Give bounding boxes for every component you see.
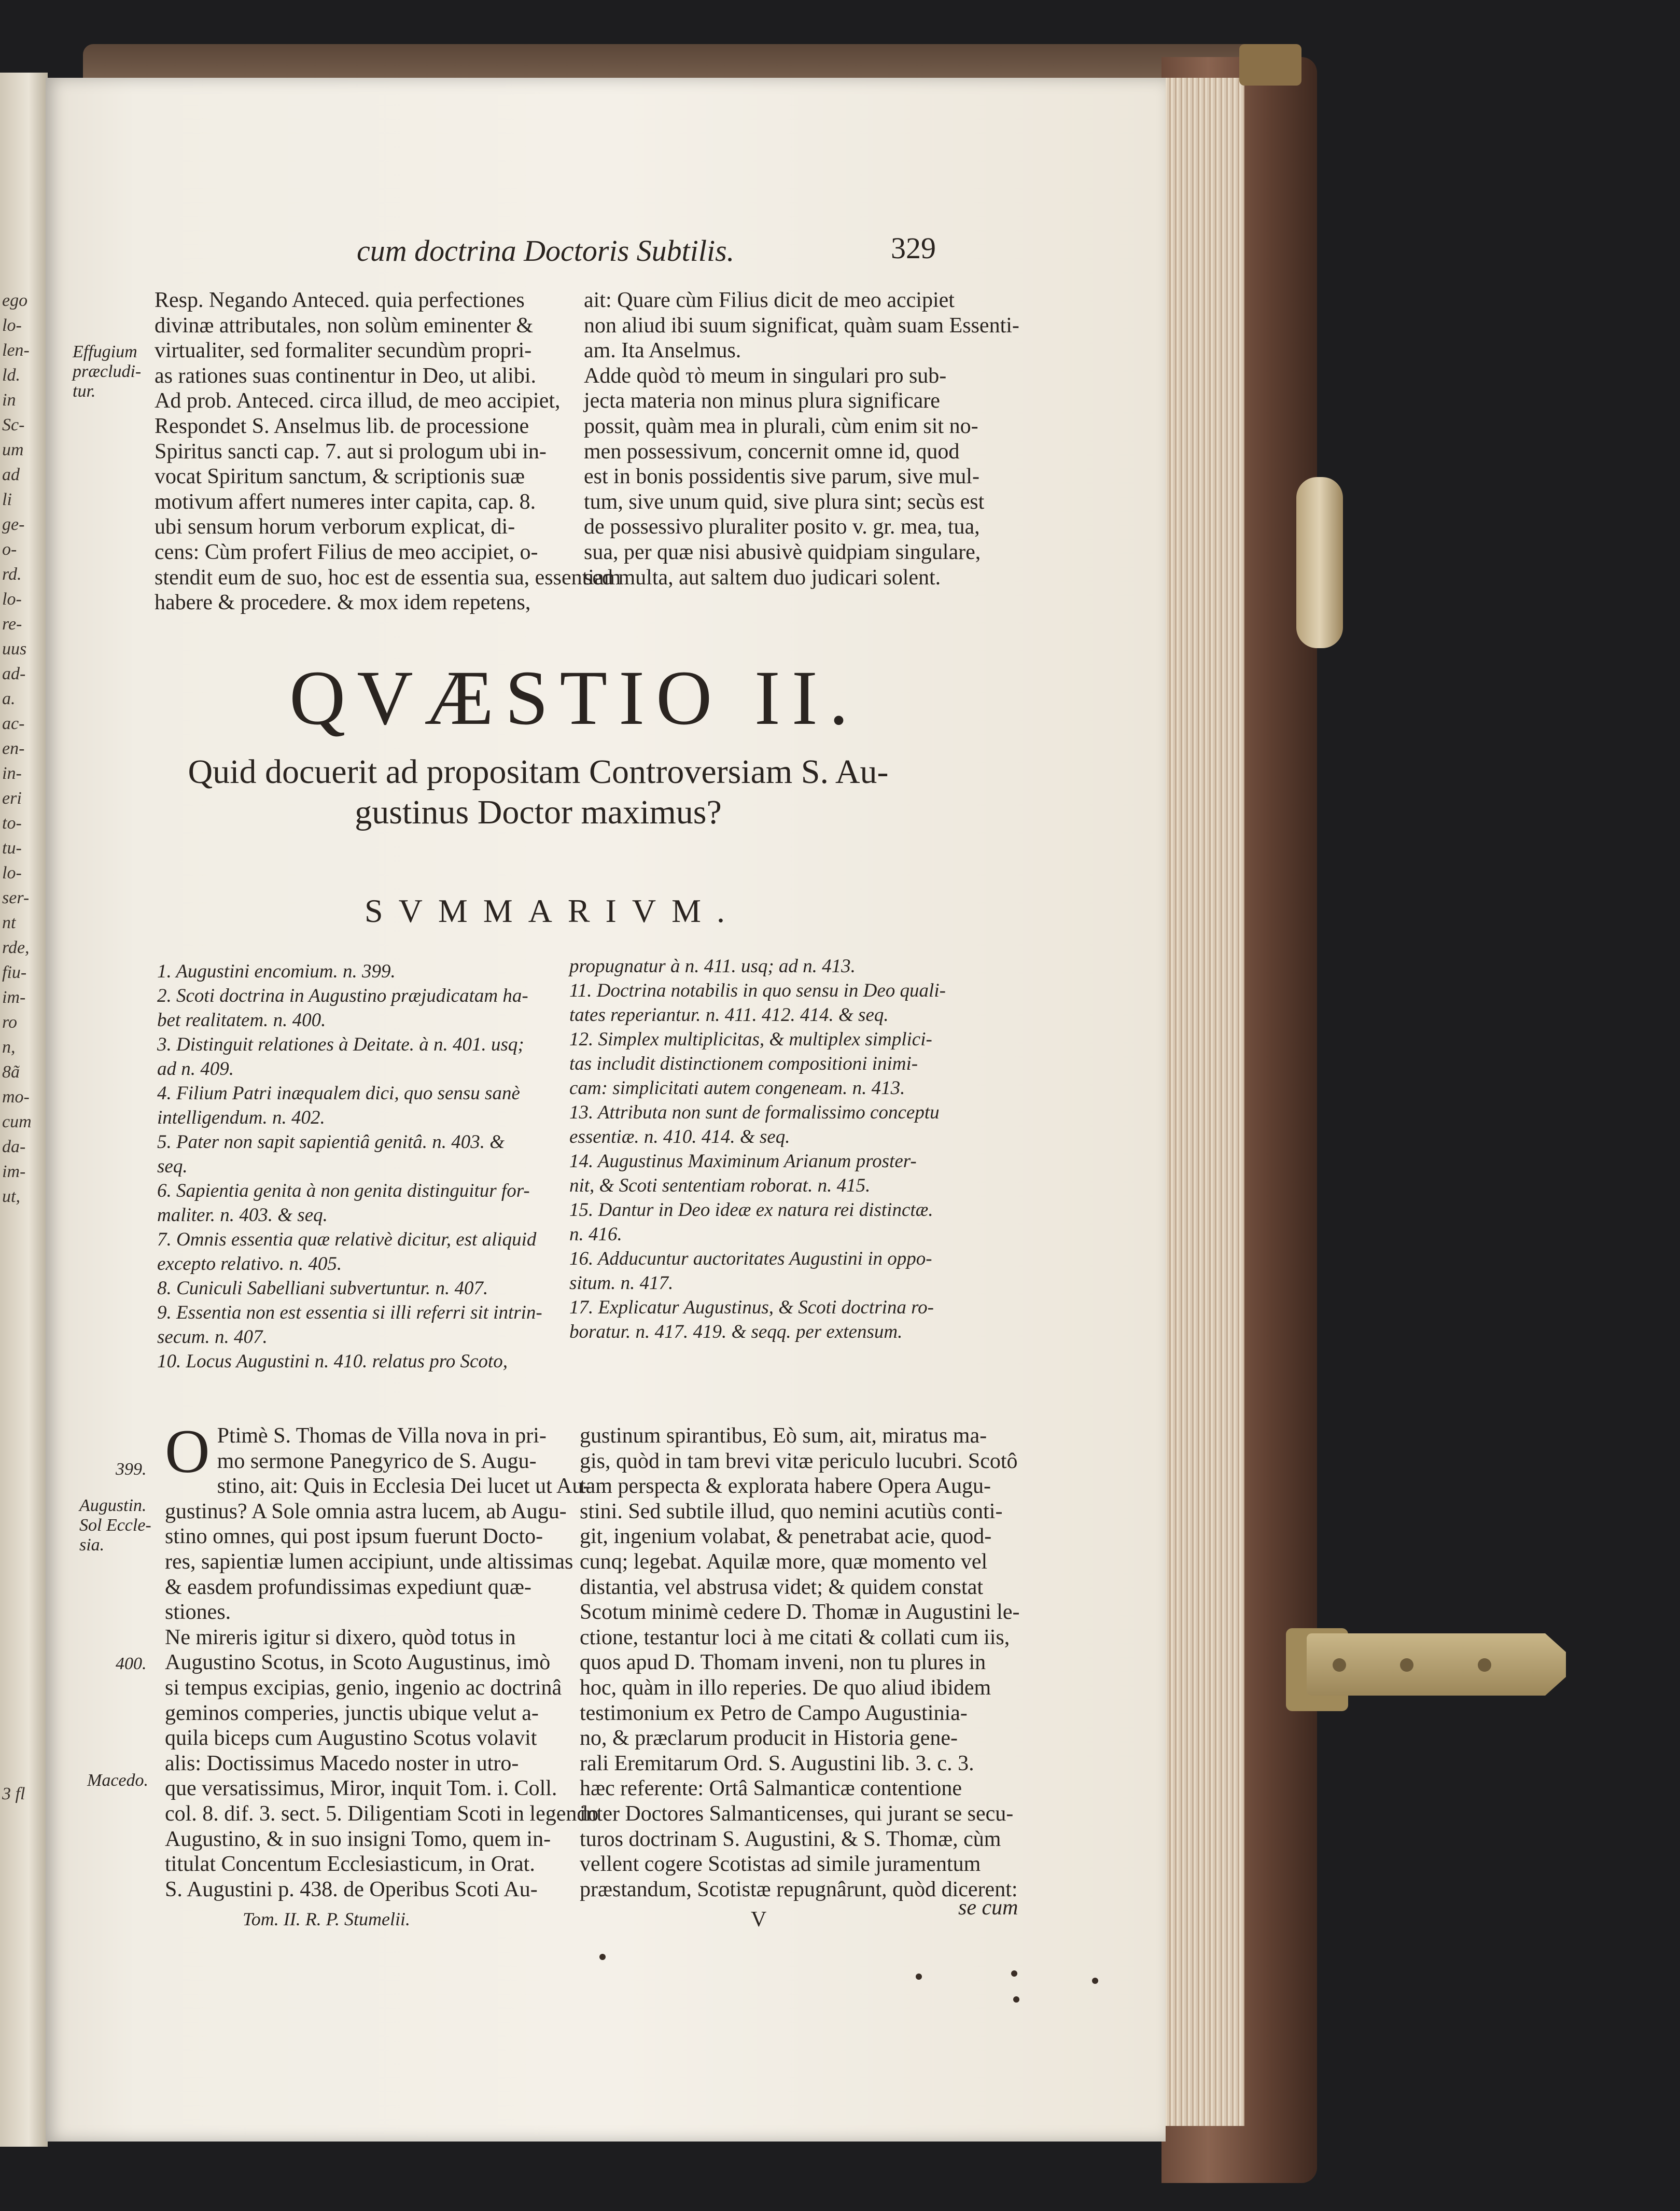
text-line: que versatissimus, Miror, inquit Tom. i. Coll. <box>165 1776 557 1801</box>
left-page-fragment-text: o- <box>2 540 17 559</box>
left-page-fragment-text: lo- <box>2 316 22 335</box>
text-line: tas includit distinctionem compositioni inimi- <box>569 1053 918 1074</box>
left-page-fragment-text: rde, <box>2 938 30 957</box>
text-line: stendit eum de suo, hoc est de essentia sua, essentiam <box>155 565 621 590</box>
text-line: possit, quàm mea in plurali, cùm enim sit no- <box>584 414 978 438</box>
left-page-fragment-text: mo- <box>2 1087 30 1107</box>
text-line: tum, sive unum quid, sive plura sint; secùs est <box>584 489 985 514</box>
text-line: 2. Scoti doctrina in Augustino præjudicatam ha- <box>157 985 528 1006</box>
left-page-fragment-text: len- <box>2 341 30 360</box>
margin-note-400: 400. <box>116 1654 147 1673</box>
text-line: Respondet S. Anselmus lib. de processione <box>155 414 529 438</box>
ink-speck <box>916 1974 922 1980</box>
text-line: habere & procedere. & mox idem repetens, <box>155 591 531 615</box>
left-page-fragment-text: re- <box>2 614 22 634</box>
text-line: 15. Dantur in Deo ideæ ex natura rei distinctæ. <box>569 1199 933 1221</box>
left-page-fragment-text: ad- <box>2 664 26 683</box>
text-line: git, ingenium volabat, & penetrabat acie, quod- <box>580 1524 992 1549</box>
left-page-fragment-text: da- <box>2 1137 26 1156</box>
text-line: 13. Attributa non sunt de formalissimo conceptu <box>569 1102 940 1123</box>
clasp-remnant <box>1296 477 1343 648</box>
left-page-fragment-text: ro <box>2 1013 17 1032</box>
text-line: gustinum spirantibus, Eò sum, ait, miratus ma- <box>580 1424 987 1448</box>
text-line: sua, per quæ nisi abusivè quidpiam singulare, <box>584 540 981 564</box>
left-page-fragment-text: uus <box>2 639 27 659</box>
text-line: gustinus? A Sole omnia astra lucem, ab Augu- <box>165 1499 567 1523</box>
text-line: 14. Augustinus Maximinum Arianum proster- <box>569 1151 917 1172</box>
text-line: gis, quòd in tam brevi vitæ periculo lucubri. Scotô <box>580 1449 1018 1473</box>
text-line: stino omnes, qui post ipsum fuerunt Docto- <box>165 1524 543 1549</box>
text-line: hoc, quàm in illo reperies. De quo aliud ibidem <box>580 1675 991 1700</box>
text-line: sed multa, aut saltem duo judicari solent. <box>584 565 941 590</box>
ink-speck <box>1013 1996 1019 2003</box>
text-line: geminos comperies, junctis ubique velut a- <box>165 1701 539 1725</box>
text-line: 7. Omnis essentia quæ relativè dicitur, est aliquid <box>157 1229 537 1250</box>
text-line: propugnatur à n. 411. usq; ad n. 413. <box>569 956 856 977</box>
text-line: Augustino Scotus, in Scoto Augustinus, imò <box>165 1650 551 1675</box>
catchword: se cum <box>958 1896 1018 1920</box>
text-line: situm. n. 417. <box>569 1272 674 1294</box>
rivet <box>1478 1658 1491 1672</box>
text-line: 1. Augustini encomium. n. 399. <box>157 961 396 982</box>
text-line: cam: simplicitati autem congeneam. n. 413. <box>569 1077 905 1099</box>
left-page-fragment-text: lo- <box>2 863 22 883</box>
text-line: tates reperiantur. n. 411. 412. 414. & seq. <box>569 1004 889 1026</box>
text-line: 16. Adducuntur auctoritates Augustini in oppo- <box>569 1248 932 1269</box>
left-page-fragment-text: Sc- <box>2 415 25 435</box>
text-line: n. 416. <box>569 1224 622 1245</box>
text-line: nit, & Scoti sententiam roborat. n. 415. <box>569 1175 871 1196</box>
text-line: Ptimè S. Thomas de Villa nova in pri- <box>217 1424 547 1448</box>
text-line: ait: Quare cùm Filius dicit de meo accipiet <box>584 288 955 312</box>
left-page-fragment-text: lo- <box>2 590 22 609</box>
text-line: ubi sensum horum verborum explicat, di- <box>155 515 515 539</box>
text-line: bet realitatem. n. 400. <box>157 1010 326 1031</box>
left-page-fragment-text: ut, <box>2 1187 20 1206</box>
text-line: maliter. n. 403. & seq. <box>157 1205 328 1226</box>
text-line: cunq; legebat. Aquilæ more, quæ momento vel <box>580 1549 988 1574</box>
left-page-fragment-text: to- <box>2 814 22 833</box>
text-line: mo sermone Panegyrico de S. Augu- <box>217 1449 537 1473</box>
left-page-fragment-text: in- <box>2 764 22 783</box>
text-line: ad n. 409. <box>157 1058 234 1080</box>
text-line: essentiæ. n. 410. 414. & seq. <box>569 1126 790 1148</box>
left-page-fragment-number: 3 fl <box>2 1784 25 1803</box>
text-line: 3. Distinguit relationes à Deitate. à n. 401. usq; <box>157 1034 524 1055</box>
text-line: Resp. Negando Anteced. quia perfectiones <box>155 288 525 312</box>
left-page-fragment-text: li <box>2 490 12 509</box>
text-line: 4. Filium Patri inæqualem dici, quo sensu sanè <box>157 1083 520 1104</box>
running-head: cum doctrina Doctoris Subtilis. <box>357 234 735 268</box>
left-page-fragment-text: im- <box>2 1162 26 1181</box>
text-line: Adde quòd τὸ meum in singulari pro sub- <box>584 363 947 388</box>
text-line: res, sapientiæ lumen accipiunt, unde altissimas <box>165 1549 573 1574</box>
text-line: motivum affert numeres inter capita, cap. 8. <box>155 489 536 514</box>
signature-line: Tom. II. R. P. Stumelii. <box>243 1909 411 1929</box>
left-page-fragment-text: 8ã <box>2 1062 20 1082</box>
text-line: 8. Cuniculi Sabelliani subvertuntur. n. 407. <box>157 1278 488 1299</box>
left-page-fragment-text: eri <box>2 789 22 808</box>
summary-right-column <box>569 954 1026 1344</box>
text-line: testimonium ex Petro de Campo Augustinia- <box>580 1701 968 1725</box>
text-line: stini. Sed subtile illud, quo nemini acutiùs conti- <box>580 1499 1003 1523</box>
text-line: quos apud D. Thomam inveni, non tu plures in <box>580 1650 986 1675</box>
left-page-fragment-text: im- <box>2 988 26 1007</box>
left-page-fragment-text: tu- <box>2 838 22 858</box>
text-line: tam perspecta & explorata habere Opera Augu- <box>580 1474 991 1499</box>
text-line: vellent cogere Scotistas ad simile juramentum <box>580 1852 981 1877</box>
left-page-fragment-text: um <box>2 440 24 459</box>
left-page-fragment-text: ld. <box>2 366 20 385</box>
left-page-fragment-text: rd. <box>2 565 22 584</box>
page-edges <box>1161 78 1244 2126</box>
margin-note-augustin: Augustin. Sol Eccle- sia. <box>79 1496 151 1555</box>
text-line: 12. Simplex multiplicitas, & multiplex simplici- <box>569 1029 932 1050</box>
text-line: intelligendum. n. 402. <box>157 1107 325 1128</box>
text-line: distantia, vel abstrusa videt; & quidem constat <box>580 1575 984 1599</box>
summary-heading: SVMMARIVM. <box>365 892 740 929</box>
left-page-fragment-text: fiu- <box>2 963 27 982</box>
question-subtitle: Quid docuerit ad propositam Controversiam S. Au- gustinus Doctor maximus? <box>188 753 889 831</box>
text-line: boratur. n. 417. 419. & seqq. per extensum. <box>569 1321 903 1342</box>
left-page-fragment-text: ge- <box>2 515 25 534</box>
text-line: & easdem profundissimas expediunt quæ- <box>165 1575 531 1599</box>
upper-left-column <box>155 288 621 615</box>
text-line: ctione, testantur loci à me citati & collati cum iis, <box>580 1625 1010 1649</box>
left-page-fragment-text: nt <box>2 913 16 932</box>
text-line: Ne mireris igitur si dixero, quòd totus in <box>165 1625 516 1649</box>
lower-right-column <box>580 1423 1020 1902</box>
upper-right-column <box>584 288 1025 590</box>
left-page-fragment <box>0 73 48 2147</box>
text-line: vocat Spiritum sanctum, & scriptionis suæ <box>155 465 525 489</box>
text-line: Spiritus sancti cap. 7. aut si prologum ubi in- <box>155 439 547 464</box>
left-page-fragment-text: a. <box>2 689 16 708</box>
signature-mark: V <box>751 1908 767 1932</box>
clasp-plate <box>1307 1633 1566 1696</box>
text-line: excepto relativo. n. 405. <box>157 1253 342 1275</box>
text-line: jecta materia non minus plura significare <box>584 389 940 413</box>
text-line: S. Augustini p. 438. de Operibus Scoti Au- <box>165 1877 538 1901</box>
brass-clasp <box>1286 1597 1566 1732</box>
text-line: quila biceps cum Augustino Scotus volavit <box>165 1726 537 1751</box>
left-page-fragment-text: en- <box>2 739 25 758</box>
text-line: col. 8. dif. 3. sect. 5. Diligentiam Scoti in legendo <box>165 1801 599 1826</box>
left-page-fragment-text: ad <box>2 465 20 484</box>
text-line: stino, ait: Quis in Ecclesia Dei lucet ut Au- <box>217 1474 591 1499</box>
text-line: titulat Concentum Ecclesiasticum, in Orat. <box>165 1852 535 1877</box>
text-line: si tempus excipias, genio, ingenio ac doctrinâ <box>165 1675 562 1700</box>
book-page <box>46 78 1166 2142</box>
top-clasp-fitting <box>1239 44 1301 86</box>
text-line: turos doctrinam S. Augustini, & S. Thomæ, cùm <box>580 1827 1001 1851</box>
text-line: no, & præclarum producit in Historia gene- <box>580 1726 958 1751</box>
text-line: secum. n. 407. <box>157 1326 268 1348</box>
left-page-fragment-text: n, <box>2 1038 16 1057</box>
lower-left-column <box>165 1417 599 1902</box>
text-line: 5. Pater non sapit sapientiâ genitâ. n. 403. & <box>157 1131 505 1153</box>
left-page-fragment-text: in <box>2 390 16 410</box>
text-line: alis: Doctissimus Macedo noster in utro- <box>165 1751 519 1775</box>
text-line: 11. Doctrina notabilis in quo sensu in Deo quali- <box>569 980 946 1001</box>
page-number: 329 <box>891 231 936 265</box>
margin-note-macedo: Macedo. <box>87 1771 149 1790</box>
text-line: rali Eremitarum Ord. S. Augustini lib. 3. c. 3. <box>580 1751 974 1775</box>
text-line: 17. Explicatur Augustinus, & Scoti doctrina ro- <box>569 1297 934 1318</box>
text-line: cens: Cùm profert Filius de meo accipiet, o- <box>155 540 538 564</box>
question-title: QVÆSTIO II. <box>289 655 860 741</box>
margin-note-effugium: Effugium præcludi- tur. <box>73 342 142 401</box>
left-page-fragment-text: ac- <box>2 714 25 733</box>
text-line: 9. Essentia non est essentia si illi referri sit intrin- <box>157 1302 542 1323</box>
text-line: men possessivum, concernit omne id, quod <box>584 439 960 464</box>
text-line: de possessivo pluraliter posito v. gr. mea, tua, <box>584 515 980 539</box>
text-line: am. Ita Anselmus. <box>584 339 741 363</box>
drop-cap: O <box>165 1417 210 1486</box>
left-page-fragment-text: ser- <box>2 888 30 907</box>
text-line: divinæ attributales, non solùm eminenter & <box>155 313 534 338</box>
text-line: virtualiter, sed formaliter secundùm propri- <box>155 339 532 363</box>
summary-left-column <box>157 959 603 1374</box>
ink-speck <box>1011 1970 1017 1977</box>
text-line: est in bonis possidentis sive parum, sive mul- <box>584 465 979 489</box>
left-page-fragment-text: cum <box>2 1112 32 1131</box>
text-line: 6. Sapientia genita à non genita distinguitur for- <box>157 1180 530 1201</box>
rivet <box>1400 1658 1413 1672</box>
text-line: Augustino, & in suo insigni Tomo, quem in- <box>165 1827 551 1851</box>
text-line: non aliud ibi suum significat, quàm suam Essenti- <box>584 313 1019 338</box>
text-line: stiones. <box>165 1600 231 1625</box>
text-line: Scotum minimè cedere D. Thomæ in Augustini le- <box>580 1600 1020 1625</box>
text-line: as rationes suas continentur in Deo, ut alibi. <box>155 363 537 388</box>
rivet <box>1333 1658 1346 1672</box>
text-line: hæc referente: Ortâ Salmanticæ contentione <box>580 1776 962 1801</box>
margin-note-399: 399. <box>116 1460 147 1479</box>
text-line: præstandum, Scotistæ repugnârunt, quòd dicerent: <box>580 1877 1018 1901</box>
ink-speck <box>599 1954 606 1960</box>
ink-speck <box>1092 1978 1098 1984</box>
text-line: 10. Locus Augustini n. 410. relatus pro Scoto, <box>157 1351 508 1372</box>
text-line: seq. <box>157 1156 188 1177</box>
text-line: Ad prob. Anteced. circa illud, de meo accipiet, <box>155 389 561 413</box>
text-line: inter Doctores Salmanticenses, qui jurant se secu- <box>580 1801 1014 1826</box>
left-page-fragment-text: ego <box>2 291 28 310</box>
